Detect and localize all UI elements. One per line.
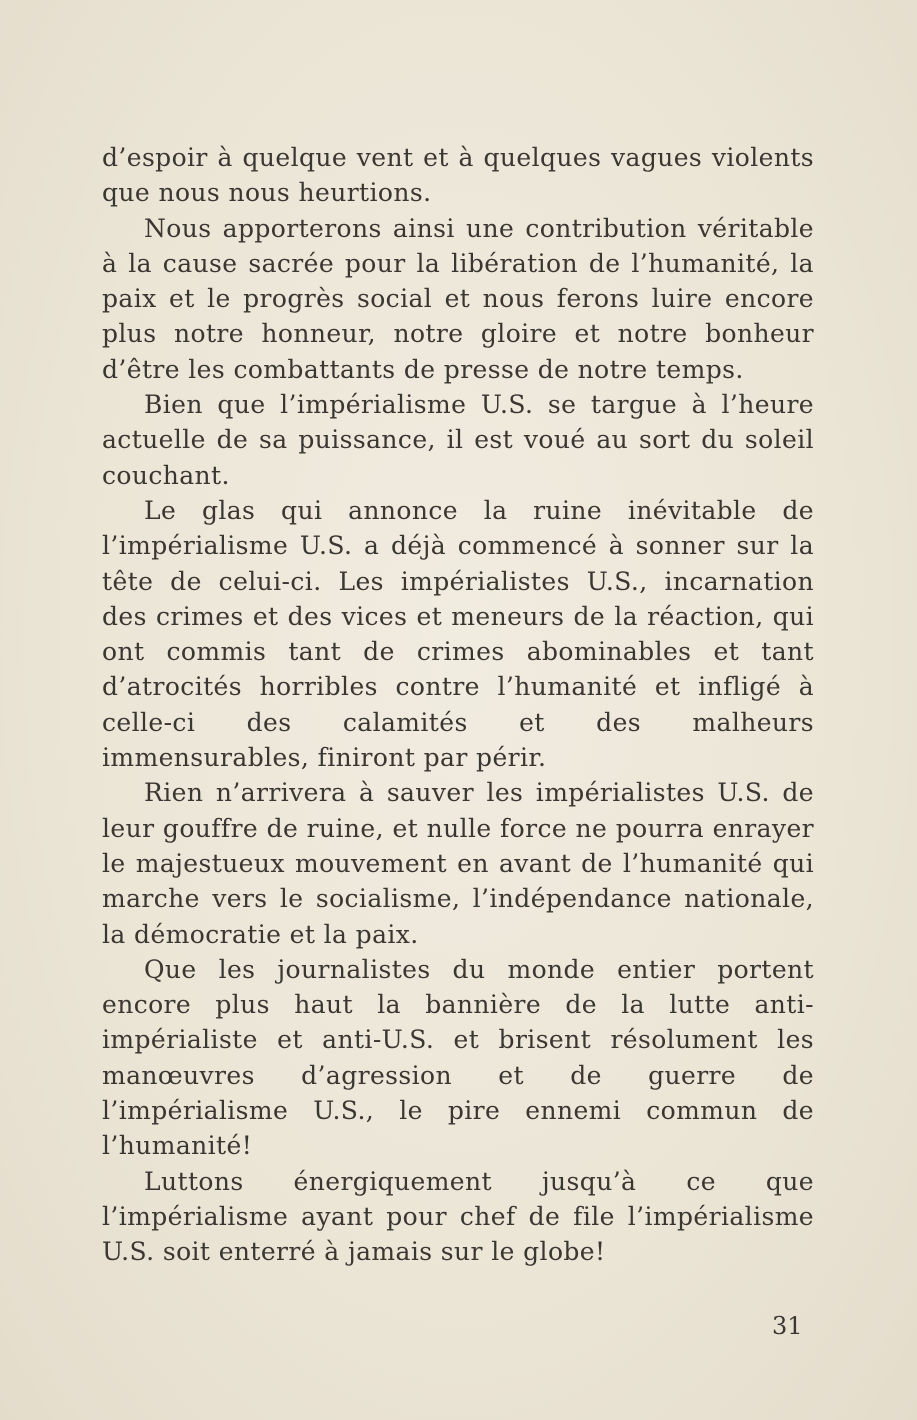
paragraph: Que les journalistes du monde entier portent encore plus haut la bannière de la lutte anti-impérialiste et anti-U.S. et brisent résolument les manœuvres d’agression et de guerre de l’impérialisme U.S., le pire ennemi commun de l’humanité! <box>102 954 814 1161</box>
body-text <box>102 140 814 1270</box>
paragraph: Le glas qui annonce la ruine inévitable de l’impérialisme U.S. a déjà commencé à sonner sur la tête de celui-ci. Les impérialistes U.S., incarnation des crimes et des vices et meneurs de la réaction, qui ont commis tant de crimes abominables et tant d’atrocités horribles contre l’humanité et infligé à celle-ci des calamités et des malheurs immensurables, finiront par périr. <box>102 495 814 773</box>
paragraph: Nous apporterons ainsi une contribution véritable à la cause sacrée pour la libération de l’humanité, la paix et le progrès social et nous ferons luire encore plus notre honneur, notre gloire et notre bonheur d’être les combattants de presse de notre temps. <box>102 213 814 384</box>
paragraph: Rien n’arrivera à sauver les impérialistes U.S. de leur gouffre de ruine, et nulle force ne pourra enrayer le majestueux mouvement en avant de l’humanité qui marche vers le socialisme, l’indépendance nationale, la démocratie et la paix. <box>102 778 814 949</box>
page-number: 31 <box>772 1312 803 1340</box>
paragraph: d’espoir à quelque vent et à quelques vagues violents que nous nous heurtions. <box>102 143 814 208</box>
paragraph: Luttons énergiquement jusqu’à ce que l’impérialisme ayant pour chef de file l’impérialisme U.S. soit enterré à jamais sur le globe! <box>102 1166 814 1267</box>
paragraph: Bien que l’impérialisme U.S. se targue à l’heure actuelle de sa puissance, il est voué au sort du soleil couchant. <box>102 390 814 490</box>
